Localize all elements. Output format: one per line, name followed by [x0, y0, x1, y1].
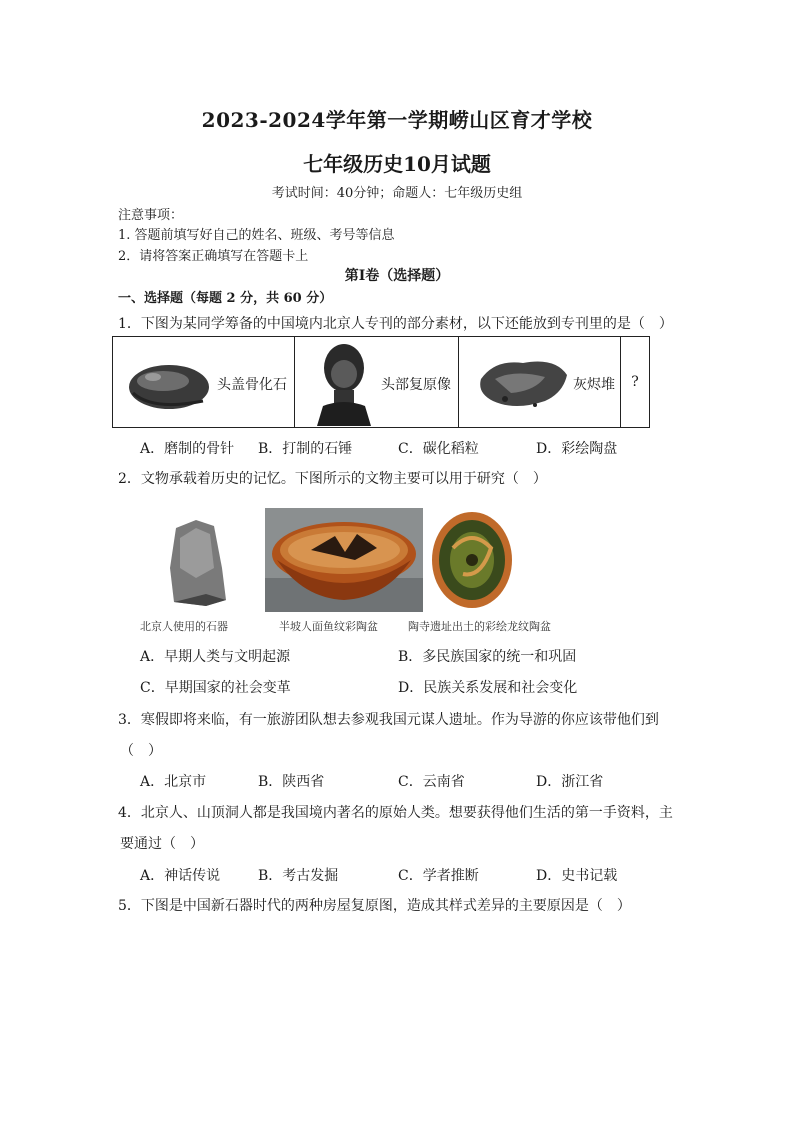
skull-fossil-image [123, 349, 218, 419]
notes-heading: 注意事项： [118, 208, 184, 223]
q4-stem-line2: 要通过（ ） [120, 836, 204, 852]
q1-material-table [112, 336, 650, 428]
q1-cell-skull [113, 337, 295, 427]
note-item-2: 2．请将答案正确填写在答题卡上 [118, 249, 309, 264]
exam-info: 考试时间：40分钟；命题人：七年级历史组 [271, 186, 523, 201]
q1-option-d: D．彩绘陶盘 [536, 441, 618, 457]
note-item-1: 1. 答题前填写好自己的姓名、班级、考号等信息 [118, 228, 395, 243]
q1-cell-label-1: 头盖骨化石 [217, 377, 287, 393]
section-title: 一、选择题（每题 2 分，共 60 分） [118, 291, 333, 306]
q4-stem-line1: 4．北京人、山顶洞人都是我国境内著名的原始人类。想要获得他们生活的第一手资料，主 [118, 805, 673, 821]
q1-cell-label-3: 灰烬堆 [573, 377, 615, 393]
q2-stem: 2．文物承载着历史的记忆。下图所示的文物主要可以用于研究（ ） [118, 471, 547, 487]
q5-stem: 5．下图是中国新石器时代的两种房屋复原图，造成其样式差异的主要原因是（ ） [118, 898, 631, 914]
ash-pile-image [475, 349, 571, 419]
q2-caption-1: 北京人使用的石器 [140, 620, 228, 633]
q1-option-b: B．打制的石锤 [258, 441, 353, 457]
volume-title: 第Ⅰ卷（选择题） [344, 268, 450, 284]
head-reconstruction-image [309, 340, 379, 426]
q2-caption-2: 半坡人面鱼纹彩陶盆 [279, 620, 378, 633]
exam-title: 2023-2024学年第一学期崂山区育才学校 [201, 108, 593, 132]
fish-pattern-pottery-image [265, 508, 423, 612]
q1-cell-question: ? [631, 374, 639, 390]
q1-cell-head [295, 337, 459, 427]
q1-option-c: C．碳化稻粒 [398, 441, 479, 457]
q3-option-c: C．云南省 [398, 774, 465, 790]
q2-option-d: D．民族关系发展和社会变化 [398, 680, 578, 696]
q1-stem: 1．下图为某同学筹备的中国境内北京人专刊的部分素材，以下还能放到专刊里的是（ ） [118, 316, 673, 332]
q2-option-b: B．多民族国家的统一和巩固 [398, 649, 577, 665]
q3-option-d: D．浙江省 [536, 774, 604, 790]
q2-option-c: C．早期国家的社会变革 [140, 680, 291, 696]
q3-option-b: B．陕西省 [258, 774, 325, 790]
q3-option-a: A．北京市 [140, 774, 207, 790]
q4-option-c: C．学者推断 [398, 868, 479, 884]
q1-option-a: A．磨制的骨针 [140, 441, 235, 457]
exam-subtitle: 七年级历史10月试题 [303, 152, 491, 176]
q3-stem-line1: 3．寒假即将来临，有一旅游团队想去参观我国元谋人遗址。作为导游的你应该带他们到 [118, 712, 659, 728]
stone-tool-image [166, 518, 230, 608]
q4-option-a: A．神话传说 [140, 868, 221, 884]
q1-cell-ash [459, 337, 621, 427]
q4-option-b: B．考古发掘 [258, 868, 339, 884]
q1-cell-label-2: 头部复原像 [381, 377, 451, 393]
q3-stem-line2: （ ） [120, 743, 162, 759]
dragon-pattern-pottery-image [431, 508, 513, 612]
q4-option-d: D．史书记载 [536, 868, 618, 884]
q2-option-a: A．早期人类与文明起源 [140, 649, 291, 665]
q2-caption-3: 陶寺遗址出土的彩绘龙纹陶盆 [408, 620, 551, 633]
